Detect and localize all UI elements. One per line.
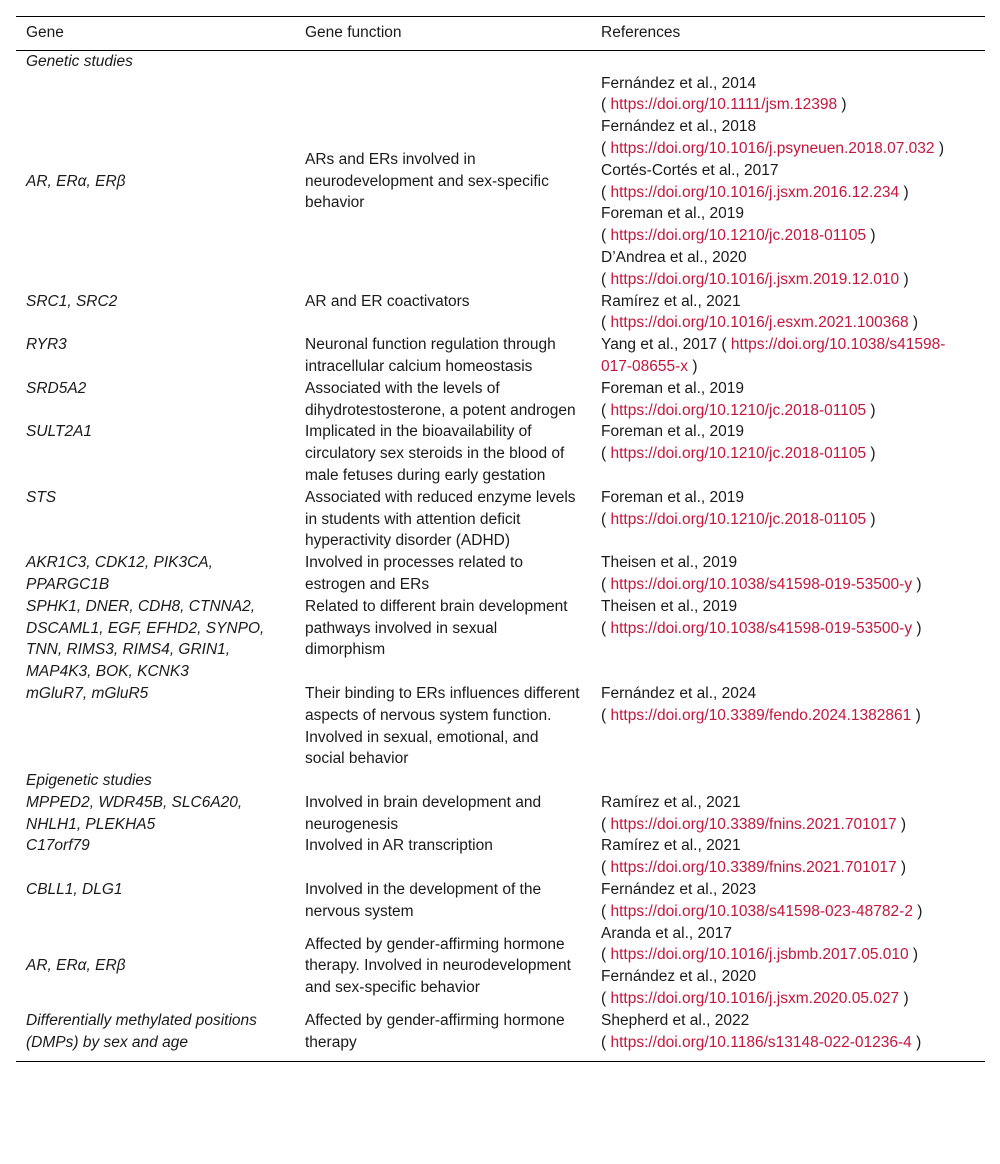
reference-author: Fernández et al., 2014: [601, 74, 757, 92]
reference-entry: Cortés-Cortés et al., 2017 ( https://doi.org/10.1016/j.jsxm.2016.12.234 ): [601, 161, 909, 201]
references-cell: [591, 792, 985, 836]
table-body: [16, 50, 985, 1062]
reference-author: Cortés-Cortés et al., 2017: [601, 161, 779, 179]
references-cell: [591, 683, 985, 770]
reference-author: Foreman et al., 2019: [601, 423, 745, 441]
reference-entry: Shepherd et al., 2022 ( https://doi.org/10.1186/s13148-022-01236-4 ): [601, 1011, 922, 1051]
reference-entry: Theisen et al., 2019 ( https://doi.org/10.1038/s41598-019-53500-y ): [601, 554, 922, 593]
reference-author: Fernández et al., 2024: [601, 684, 757, 702]
reference-doi-link[interactable]: https://doi.org/10.1016/j.jsxm.2016.12.234: [610, 183, 900, 201]
reference-entry: Ramírez et al., 2021 ( https://doi.org/10.3389/fnins.2021.701017 ): [601, 793, 907, 833]
reference-author: Fernández et al., 2023: [601, 881, 757, 899]
gene-function-cell: Associated with reduced enzyme levels in students with attention deficit hyperactivity disorder (ADHD): [305, 488, 576, 550]
references-cell: [591, 334, 985, 378]
gene-function-cell: Related to different brain development pathways involved in sexual dimorphism: [305, 597, 568, 659]
reference-doi-link[interactable]: https://doi.org/10.1210/jc.2018-01105: [610, 401, 867, 419]
table-row: [16, 683, 985, 770]
table-row: [16, 552, 985, 596]
gene-function-cell: Involved in AR transcription: [305, 837, 493, 855]
gene-cell: CBLL1, DLG1: [26, 881, 123, 899]
gene-cell: RYR3: [26, 336, 67, 354]
gene-table: [16, 16, 985, 1062]
reference-doi-link[interactable]: https://doi.org/10.1038/s41598-017-08655-x: [601, 336, 946, 375]
gene-cell: SRD5A2: [26, 379, 87, 397]
reference-entry: Foreman et al., 2019 ( https://doi.org/10.1210/jc.2018-01105 ): [601, 423, 876, 463]
reference-author: Theisen et al., 2019: [601, 554, 738, 572]
gene-function-cell: AR and ER coactivators: [305, 292, 470, 310]
reference-author: Shepherd et al., 2022: [601, 1011, 750, 1029]
gene-function-cell: Associated with the levels of dihydrotestosterone, a potent androgen: [305, 379, 576, 419]
table-header: [16, 17, 985, 51]
reference-author: D’Andrea et al., 2020: [601, 248, 747, 266]
table-row: [16, 596, 985, 683]
gene-cell: AKR1C3, CDK12, PIK3CA, PPARGC1B: [26, 554, 213, 593]
reference-entry: Yang et al., 2017 ( https://doi.org/10.1038/s41598-017-08655-x ): [601, 336, 946, 375]
gene-cell: AR, ERα, ERβ: [26, 957, 126, 975]
reference-doi-link[interactable]: https://doi.org/10.3389/fnins.2021.701017: [610, 815, 897, 833]
table-row: [16, 792, 985, 836]
reference-author: Yang et al., 2017: [601, 336, 718, 354]
references-cell: [591, 73, 985, 291]
reference-doi-link[interactable]: https://doi.org/10.1038/s41598-019-53500-y: [610, 575, 913, 593]
gene-cell: SRC1, SRC2: [26, 292, 118, 310]
gene-function-cell: Involved in brain development and neurogenesis: [305, 793, 542, 833]
table-row: [16, 334, 985, 378]
section-title: Epigenetic studies: [26, 772, 152, 790]
reference-entry: Foreman et al., 2019 ( https://doi.org/10.1210/jc.2018-01105 ): [601, 205, 876, 245]
reference-doi-link[interactable]: https://doi.org/10.1038/s41598-019-53500-y: [610, 619, 913, 637]
reference-author: Theisen et al., 2019: [601, 597, 738, 615]
references-cell: [591, 835, 985, 879]
reference-doi-link[interactable]: https://doi.org/10.1111/jsm.12398: [610, 96, 838, 114]
reference-author: Fernández et al., 2018: [601, 118, 757, 136]
reference-entry: Aranda et al., 2017 ( https://doi.org/10.1016/j.jsbmb.2017.05.010 ): [601, 924, 919, 964]
reference-entry: Foreman et al., 2019 ( https://doi.org/10.1210/jc.2018-01105 ): [601, 379, 876, 419]
reference-entry: Fernández et al., 2018 ( https://doi.org/10.1016/j.psyneuen.2018.07.032 ): [601, 118, 944, 157]
reference-doi-link[interactable]: https://doi.org/10.1016/j.jsxm.2019.12.010: [610, 270, 900, 288]
section-row: [16, 770, 985, 792]
column-header-references: References: [601, 24, 681, 41]
gene-function-cell: Involved in the development of the nervous system: [305, 881, 542, 920]
reference-entry: Ramírez et al., 2021 ( https://doi.org/10.3389/fnins.2021.701017 ): [601, 837, 907, 877]
reference-doi-link[interactable]: https://doi.org/10.1016/j.psyneuen.2018.07.032: [610, 139, 935, 157]
references-cell: [591, 1010, 985, 1062]
gene-cell: STS: [26, 488, 57, 506]
table-row: [16, 1010, 985, 1062]
reference-author: Foreman et al., 2019: [601, 379, 745, 397]
gene-cell: Differentially methylated positions (DMPs) by sex and age: [26, 1011, 257, 1051]
gene-cell: AR, ERα, ERβ: [26, 172, 126, 190]
references-cell: [591, 923, 985, 1010]
reference-doi-link[interactable]: https://doi.org/10.1038/s41598-023-48782-2: [610, 902, 913, 920]
reference-doi-link[interactable]: https://doi.org/10.1210/jc.2018-01105: [610, 445, 867, 463]
reference-doi-link[interactable]: https://doi.org/10.1186/s13148-022-01236-4: [610, 1033, 912, 1051]
column-header-gene-function: Gene function: [305, 24, 402, 41]
gene-function-cell: Affected by gender-affirming hormone therapy. Involved in neurodevelopment and sex-specific behavior: [305, 935, 571, 997]
gene-function-cell: Neuronal function regulation through intracellular calcium homeostasis: [305, 336, 556, 375]
reference-doi-link[interactable]: https://doi.org/10.1016/j.jsbmb.2017.05.010: [610, 946, 909, 964]
references-cell: [591, 552, 985, 596]
table-row: [16, 923, 985, 1010]
section-row: [16, 50, 985, 72]
table-row: [16, 378, 985, 422]
reference-author: Ramírez et al., 2021: [601, 793, 741, 811]
column-header-gene: Gene: [26, 24, 64, 41]
gene-function-cell: ARs and ERs involved in neurodevelopment and sex-specific behavior: [305, 150, 549, 212]
reference-author: Ramírez et al., 2021: [601, 292, 741, 310]
reference-doi-link[interactable]: https://doi.org/10.1210/jc.2018-01105: [610, 510, 867, 528]
reference-author: Aranda et al., 2017: [601, 924, 732, 942]
reference-doi-link[interactable]: https://doi.org/10.3389/fnins.2021.701017: [610, 859, 897, 877]
gene-function-cell: Involved in processes related to estrogen and ERs: [305, 554, 523, 593]
gene-cell: mGluR7, mGluR5: [26, 684, 149, 702]
references-cell: [591, 378, 985, 422]
table-row: [16, 291, 985, 335]
gene-function-cell: Implicated in the bioavailability of circulatory sex steroids in the blood of male fetuses during early gestation: [305, 423, 565, 484]
gene-cell: MPPED2, WDR45B, SLC6A20, NHLH1, PLEKHA5: [26, 793, 243, 833]
reference-entry: Fernández et al., 2023 ( https://doi.org/10.1038/s41598-023-48782-2 ): [601, 881, 923, 920]
reference-entry: Fernández et al., 2020 ( https://doi.org/10.1016/j.jsxm.2020.05.027 ): [601, 968, 909, 1008]
reference-entry: Fernández et al., 2024 ( https://doi.org/10.3389/fendo.2024.1382861 ): [601, 684, 921, 724]
references-cell: [591, 487, 985, 552]
section-title: Genetic studies: [26, 52, 133, 70]
reference-author: Foreman et al., 2019: [601, 205, 745, 223]
references-cell: [591, 596, 985, 683]
reference-doi-link[interactable]: https://doi.org/10.1210/jc.2018-01105: [610, 227, 867, 245]
reference-doi-link[interactable]: https://doi.org/10.3389/fendo.2024.1382861: [610, 706, 912, 724]
reference-entry: Theisen et al., 2019 ( https://doi.org/10.1038/s41598-019-53500-y ): [601, 597, 922, 637]
reference-entry: Fernández et al., 2014 ( https://doi.org/10.1111/jsm.12398 ): [601, 74, 847, 114]
reference-doi-link[interactable]: https://doi.org/10.1016/j.jsxm.2020.05.027: [610, 990, 900, 1008]
table-row: [16, 73, 985, 291]
table-row: [16, 835, 985, 879]
reference-doi-link[interactable]: https://doi.org/10.1016/j.esxm.2021.100368: [610, 314, 909, 332]
gene-function-cell: Affected by gender-affirming hormone therapy: [305, 1011, 565, 1051]
gene-cell: SPHK1, DNER, CDH8, CTNNA2, DSCAML1, EGF, EFHD2, SYNPO, TNN, RIMS3, RIMS4, GRIN1, MAP4K3, BOK, KCNK3: [26, 597, 265, 681]
reference-entry: Ramírez et al., 2021 ( https://doi.org/10.1016/j.esxm.2021.100368 ): [601, 292, 919, 332]
references-cell: [591, 421, 985, 486]
reference-author: Foreman et al., 2019: [601, 488, 745, 506]
table-row: [16, 879, 985, 923]
gene-cell: SULT2A1: [26, 423, 93, 441]
table-row: [16, 421, 985, 486]
table-row: [16, 487, 985, 552]
reference-entry: D’Andrea et al., 2020 ( https://doi.org/10.1016/j.jsxm.2019.12.010 ): [601, 248, 909, 288]
gene-function-cell: Their binding to ERs influences different aspects of nervous system function. Involved in sexual, emotional, and social behavior: [305, 684, 580, 768]
header-row: [16, 17, 985, 51]
reference-author: Fernández et al., 2020: [601, 968, 757, 986]
gene-cell: C17orf79: [26, 837, 90, 855]
references-cell: [591, 879, 985, 923]
reference-entry: Foreman et al., 2019 ( https://doi.org/10.1210/jc.2018-01105 ): [601, 488, 876, 528]
references-cell: [591, 291, 985, 335]
reference-author: Ramírez et al., 2021: [601, 837, 741, 855]
